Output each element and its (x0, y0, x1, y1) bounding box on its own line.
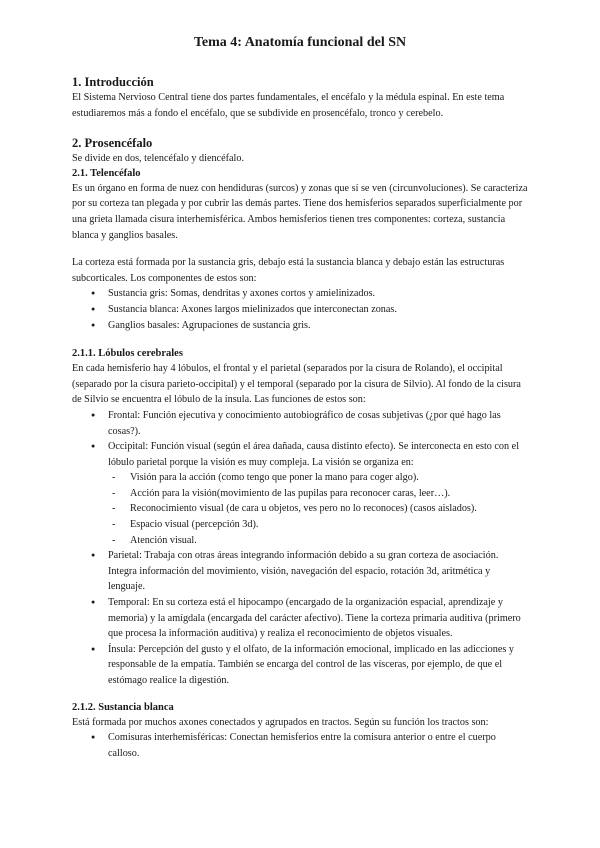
corteza-paragraph: La corteza está formada por la sustancia gris, debajo está la sustancia blanca y debajo están las estructuras subcorticales. Los componentes de estos son: (72, 257, 505, 284)
occipital-text: Occipital: Función visual (según el área dañada, causa distinto efecto). Se interconecta en esto con el lóbulo parietal porque la visión es muy compleja. La visión se organiza en: (108, 441, 520, 468)
subsection-heading-sustancia-blanca: 2.1.2. Sustancia blanca (72, 701, 174, 713)
sublist-item: - Acción para la visión(movimiento de las pupilas para reconocer caras, leer…). (112, 486, 528, 502)
intro-paragraph: El Sistema Nervioso Central tiene dos partes fundamentales, el encéfalo y la médula espinal. En este tema estudiaremos más a fondo el encéfalo, que se subdivide en prosencéfalo, tronco y cerebelo. (72, 92, 505, 119)
subsection-heading-lobulos: 2.1.1. Lóbulos cerebrales (72, 348, 183, 360)
section-heading-introduccion: 1. Introducción (72, 75, 154, 89)
sublist-item: - Espacio visual (percepción 3d). (112, 517, 528, 533)
section-heading-prosencefalo: 2. Prosencéfalo (72, 136, 153, 151)
sustancia-blanca-paragraph: Está formada por muchos axones conectados y agrupados en tractos. Según su función los tractos son: (72, 716, 489, 728)
components-list (72, 286, 528, 333)
list-item: ● Sustancia gris: Somas, dendritas y axones cortos y amielinizados. (91, 286, 528, 302)
list-item: ● Comisuras interhemisféricas: Conectan hemisferios entre la comisura anterior o entre el cuerpo calloso. (91, 730, 528, 761)
subsection-heading-telencefalo: 2.1. Telencéfalo (72, 167, 141, 179)
list-item-insula: ● Ínsula: Percepción del gusto y el olfato, de la información emocional, implicado en las adicciones y responsable de la empatía. También se encarga del control de las vísceras, por ejemplo, de que el estómago realice la digestión. (91, 642, 528, 689)
list-item-frontal: ● Frontal: Función ejecutiva y conocimiento autobiográfico de cosas subjetivas (¿por qué hago las cosas?). (91, 408, 528, 439)
list-item: ● Ganglios basales: Agrupaciones de sustancia gris. (91, 318, 528, 334)
prosencefalo-paragraph: Se divide en dos, telencéfalo y diencéfalo. (72, 153, 244, 165)
list-item: ● Sustancia blanca: Axones largos mielinizados que interconectan zonas. (91, 302, 528, 318)
telencefalo-paragraph: Es un órgano en forma de nuez con hendiduras (surcos) y zonas que sí se ven (circunvoluciones). Se caracteriza por su corteza tan plegada y por cubrir las demás partes. Tiene dos hemisferios separados superficialmente por una grieta llamada cisura interhemisférica. Ambos hemisferios tienen tres componentes: corteza, sustancia blanca y ganglios basales. (72, 182, 528, 241)
occipital-sublist (72, 470, 528, 548)
list-item-occipital (91, 439, 528, 470)
lobulos-list-continued (72, 548, 528, 688)
tractos-list (72, 730, 528, 761)
lobulos-list (72, 408, 528, 470)
list-item-temporal: ● Temporal: En su corteza está el hipocampo (encargado de la organización espacial, aprendizaje y memoria) y la amígdala (encargada del carácter afectivo). Tiene la corteza primaria auditiva (primero que procesa la información auditiva) y realiza el reconocimiento de objetos visuales. (91, 595, 528, 642)
document-title: Tema 4: Anatomía funcional del SN (193, 35, 407, 50)
sublist-item: - Reconocimiento visual (de cara u objetos, ves pero no lo reconoces) (casos aislados). (112, 501, 528, 517)
list-item-parietal: ● Parietal: Trabaja con otras áreas integrando información debido a su gran corteza de asociación. Integra información del movimiento, visión, navegación del espacio, rotación 3d, aritmética y lenguaje. (91, 548, 528, 595)
lobulos-paragraph: En cada hemisferio hay 4 lóbulos, el frontal y el parietal (separados por la cisura de Rolando), el occipital (separado por la cisura parieto-occipital) y el temporal (separado por la cisura de Silvio). Al fondo de la cisura de Silvio se encuentra el lóbulo de la ínsula. Las funciones de estos son: (72, 363, 521, 406)
sublist-item: - Atención visual. (112, 533, 528, 549)
sublist-item: - Visión para la acción (como tengo que poner la mano para coger algo). (112, 470, 528, 486)
